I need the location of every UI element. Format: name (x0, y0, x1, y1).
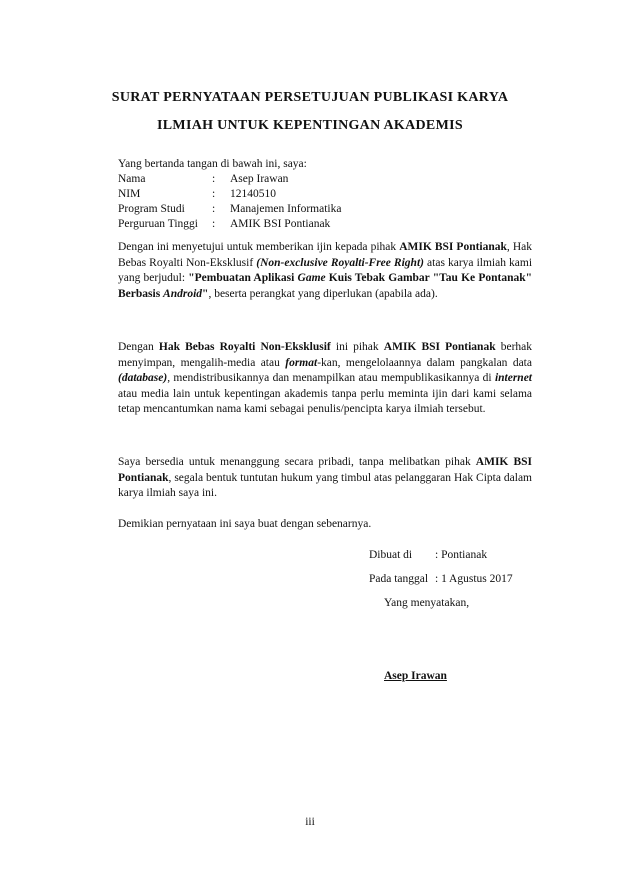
identity-value: Asep Irawan (230, 173, 289, 185)
title-line-1: SURAT PERNYATAAN PERSETUJUAN PUBLIKASI KARYA (111, 90, 509, 105)
identity-separator: : (212, 218, 216, 230)
work-title-italic: Android (163, 287, 203, 300)
signatory-name: Asep Irawan (384, 670, 447, 682)
identity-row-university (118, 217, 341, 232)
english-term: (database) (118, 372, 168, 384)
date-label: Pada tanggal (369, 573, 429, 585)
text-run: atau media lain untuk kepentingan akademis tanpa perlu meminta ijin dari kami selama tetap mencantumkan nama kami sebagai penulis/pencipta karya ilmiah tersebut. (118, 387, 532, 415)
text-run: , mendistribusikannya dan menampilkan atau mempublikasikannya di (167, 372, 495, 384)
place-value: : Pontianak (435, 549, 488, 561)
work-title: Kuis Tebak Gambar "Tau Ke Pontanak" Berbasis (118, 272, 532, 300)
work-title: "Pembuatan Aplikasi (188, 272, 298, 284)
title-line-2: ILMIAH UNTUK KEPENTINGAN AKADEMIS (157, 118, 463, 133)
page-number: iii (305, 816, 315, 828)
identity-separator: : (212, 188, 216, 200)
identity-row-study-program (118, 202, 341, 217)
text-run: berhak menyimpan, mengalih-media atau (118, 341, 533, 369)
work-title: " (202, 287, 209, 300)
work-title-italic: Game (297, 272, 326, 284)
paragraph-liability (118, 455, 532, 502)
identity-separator: : (212, 203, 216, 215)
identity-value: 12140510 (230, 188, 276, 200)
identity-label: Perguruan Tinggi (118, 218, 198, 230)
text-run: Dengan (118, 341, 159, 353)
identity-value: AMIK BSI Pontianak (230, 218, 331, 230)
signature-date (369, 572, 513, 588)
paragraph-rights (118, 340, 532, 418)
identity-row-name (118, 172, 341, 187)
intro-text: Yang bertanda tangan di bawah ini, saya: (118, 158, 307, 170)
identity-separator: : (212, 173, 216, 185)
identity-label: Nama (118, 173, 146, 185)
identity-row-nim (118, 187, 341, 202)
text-run: Dengan ini menyetujui untuk memberikan ijin kepada pihak (118, 241, 400, 253)
english-term: format (285, 356, 318, 369)
identity-label: Program Studi (118, 203, 185, 215)
text-run: , beserta perangkat yang diperlukan (apabila ada). (208, 287, 438, 300)
english-term: (Non-exclusive Royalti-Free Right) (256, 256, 424, 269)
paragraph-consent (118, 240, 532, 302)
identity-value: Manajemen Informatika (230, 203, 342, 215)
text-run: atas karya ilmiah kami yang berjudul: (118, 256, 533, 284)
paragraph-closing: Demikian pernyataan ini saya buat dengan sebenarnya. (118, 518, 372, 530)
identity-label: NIM (118, 188, 141, 200)
signature-place (369, 548, 487, 564)
english-term: internet (494, 372, 532, 384)
text-run: , segala bentuk tuntutan hukum yang timbul atas pelanggaran Hak Cipta dalam karya ilmiah saya ini. (118, 471, 532, 499)
signature-stating: Yang menyatakan, (384, 597, 470, 609)
place-label: Dibuat di (369, 549, 413, 561)
text-run: , Hak Bebas Royalti Non-Eksklusif (118, 241, 532, 269)
text-run: Saya bersedia untuk menanggung secara pribadi, tanpa melibatkan pihak (118, 456, 476, 468)
text-run: -kan, mengelolaannya dalam pangkalan data (317, 356, 532, 369)
institution-name: AMIK BSI Pontianak (399, 241, 507, 253)
identity-table (118, 172, 341, 232)
institution-name: AMIK BSI Pontianak (118, 456, 533, 484)
text-run: ini pihak (330, 341, 384, 353)
rights-term: Hak Bebas Royalti Non-Eksklusif (158, 341, 331, 353)
institution-name: AMIK BSI Pontianak (383, 341, 496, 353)
date-value: : 1 Agustus 2017 (435, 573, 513, 585)
